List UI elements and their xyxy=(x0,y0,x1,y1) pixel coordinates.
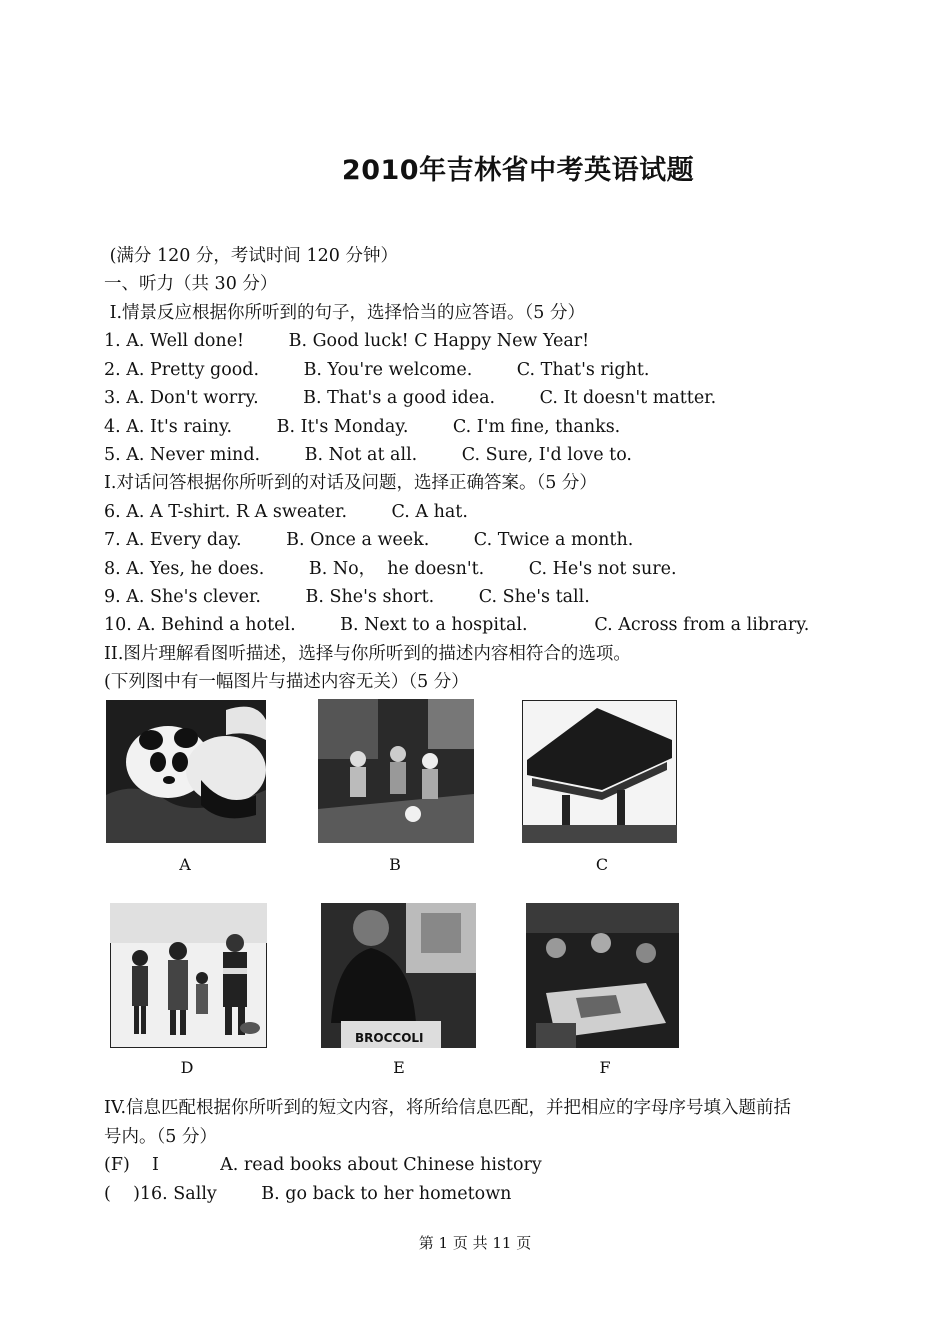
exam-info: (满分 120 分，考试时间 120 分钟） xyxy=(104,246,398,266)
picture-caption: A xyxy=(179,855,191,874)
page-title: 2010年吉林省中考英语试题 xyxy=(341,155,695,186)
broccoli-sign: BROCCOLI xyxy=(355,1031,424,1045)
picture-caption: D xyxy=(180,1058,194,1077)
picture-caption: B xyxy=(389,855,401,874)
part-heading: 号内。（5 分） xyxy=(104,1127,217,1147)
question-line: 3. A. Don't worry. B. That's a good idea. C. It doesn't matter. xyxy=(104,388,717,408)
picture-caption: E xyxy=(393,1058,405,1077)
family-walking-photo-icon xyxy=(110,903,267,1048)
children-playing-photo-icon xyxy=(318,699,474,843)
part-heading: I.情景反应根据你所听到的句子，选择恰当的应答语。（5 分） xyxy=(104,303,585,323)
picture-caption: F xyxy=(599,1058,611,1077)
man-with-broccoli-sign-photo-icon xyxy=(321,903,476,1048)
question-line: 6. A. A T-shirt. R A sweater. C. A hat. xyxy=(104,502,468,522)
part-note: (下列图中有一幅图片与描述内容无关）（5 分） xyxy=(104,672,469,692)
question-line: 9. A. She's clever. B. She's short. C. She's tall. xyxy=(104,587,590,607)
question-line: 10. A. Behind a hotel. B. Next to a hospital. C. Across from a library. xyxy=(104,615,810,635)
question-line: 4. A. It's rainy. B. It's Monday. C. I'm fine, thanks. xyxy=(104,417,621,437)
china-pavilion-photo-icon xyxy=(522,700,677,843)
question-line: 7. A. Every day. B. Once a week. C. Twice a month. xyxy=(104,530,634,550)
picture-caption: C xyxy=(595,855,609,874)
part-heading: I.对话问答根据你所听到的对话及问题，选择正确答案。（5 分） xyxy=(104,473,597,493)
question-line: (F) I A. read books about Chinese history xyxy=(104,1155,542,1175)
question-line: 5. A. Never mind. B. Not at all. C. Sure, I'd love to. xyxy=(104,445,632,465)
question-line: ( )16. Sally B. go back to her hometown xyxy=(104,1184,512,1204)
panda-photo-icon xyxy=(106,700,266,843)
question-line: 2. A. Pretty good. B. You're welcome. C. That's right. xyxy=(104,360,650,380)
people-at-table-photo-icon xyxy=(526,903,679,1048)
question-line: 1. A. Well done! B. Good luck! C Happy New Year! xyxy=(104,331,590,351)
page-footer: 第 1 页 共 11 页 xyxy=(418,1234,532,1252)
question-line: 8. A. Yes, he does. B. No， he doesn't. C. He's not sure. xyxy=(104,559,677,579)
part-heading: IV.信息匹配根据你所听到的短文内容，将所给信息匹配，并把相应的字母序号填入题前括 xyxy=(104,1098,792,1118)
section-heading: 一、听力（共 30 分） xyxy=(104,274,278,294)
part-heading: II.图片理解看图听描述，选择与你所听到的描述内容相符合的选项。 xyxy=(104,644,631,664)
